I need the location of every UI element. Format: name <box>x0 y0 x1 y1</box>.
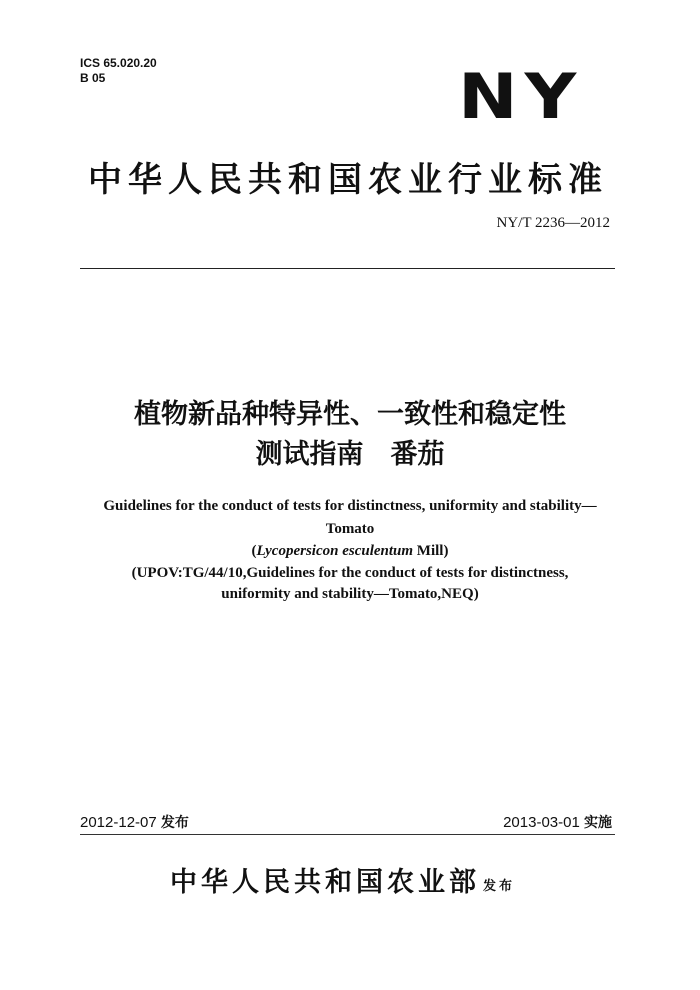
title-en-line1: Guidelines for the conduct of tests for distinctness, uniformity and stability— <box>103 498 597 514</box>
standard-code: NY/T 2236—2012 <box>496 215 610 231</box>
ny-logo: NY <box>458 60 584 133</box>
title-en-line5: uniformity and stability—Tomato,NEQ) <box>221 586 479 602</box>
publish-date-block <box>80 812 189 832</box>
title-cn-line2: 测试指南 番茄 <box>255 439 445 470</box>
title-cn-line1: 植物新品种特异性、一致性和稳定性 <box>134 399 566 430</box>
title-en-line2: Tomato <box>325 521 375 537</box>
implement-label: 实施 <box>584 815 612 831</box>
ics-code: ICS 65.020.20 <box>80 56 157 70</box>
publish-label: 发布 <box>160 815 189 831</box>
issue-word: 发布 <box>483 879 516 894</box>
header-divider <box>80 268 615 269</box>
scientific-name: Lycopersicon esculentum <box>256 543 414 559</box>
ccs-code: B 05 <box>80 71 106 85</box>
title-en-line4: (UPOV:TG/44/10,Guidelines for the conduct of tests for distinctness, <box>131 565 569 581</box>
scientific-name-close: Mill) <box>413 543 449 559</box>
scientific-name-open: ( <box>251 543 257 559</box>
issuing-authority: 中华人民共和国农业部 <box>170 867 480 898</box>
footer-divider <box>80 834 615 835</box>
standard-type: 中华人民共和国农业行业标准 <box>88 160 608 200</box>
publish-date: 2012-12-07 <box>80 814 157 831</box>
title-en-line3 <box>0 541 700 562</box>
implement-date: 2013-03-01 <box>503 814 580 831</box>
implement-date-block <box>503 812 612 832</box>
